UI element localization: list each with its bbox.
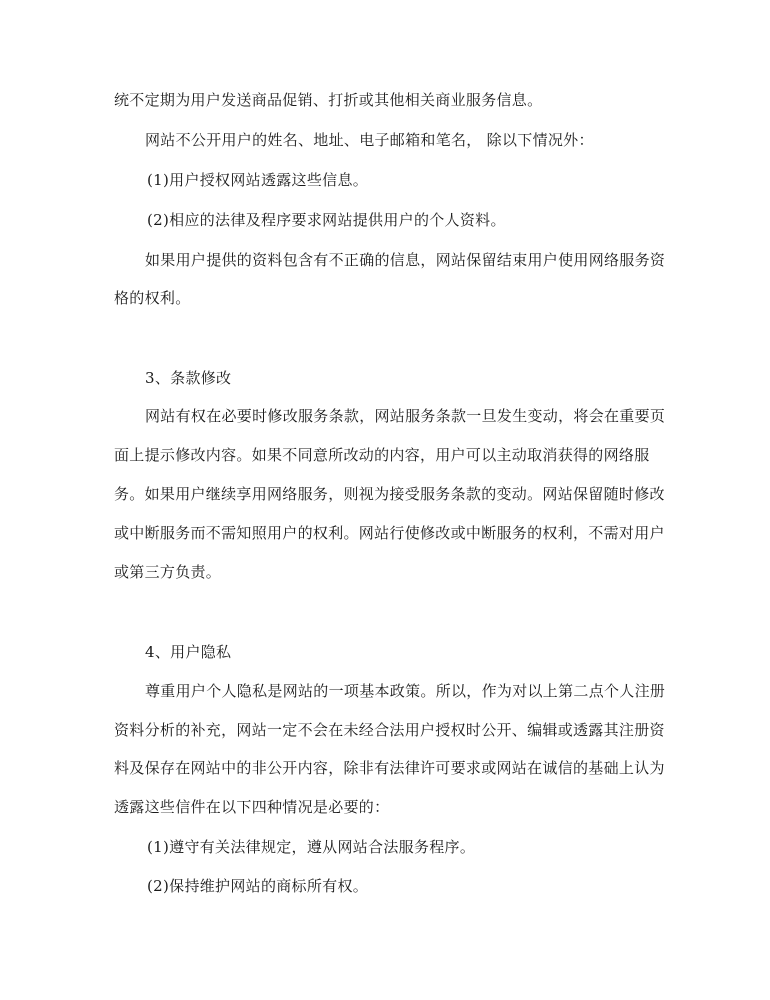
- list-item: (1)遵守有关法律规定，遵从网站合法服务程序。: [147, 838, 476, 856]
- paragraph-line: 透露这些信件在以下四种情况是必要的：: [114, 798, 390, 816]
- paragraph-line: 或第三方负责。: [114, 563, 222, 581]
- paragraph-line: 面上提示修改内容。如果不同意所改动的内容，用户可以主动取消获得的网络服: [114, 446, 650, 464]
- section-heading: 3、条款修改: [145, 369, 232, 387]
- paragraph-line: 或中断服务而不需知照用户的权利。网站行使修改或中断服务的权利，不需对用户: [114, 524, 665, 542]
- paragraph-line: 如果用户提供的资料包含有不正确的信息，网站保留结束用户使用网络服务资: [145, 251, 666, 269]
- paragraph-line: 务。如果用户继续享用网络服务，则视为接受服务条款的变动。网站保留随时修改: [114, 485, 665, 503]
- paragraph-line: 资料分析的补充，网站一定不会在未经合法用户授权时公开、编辑或透露其注册资: [114, 721, 665, 739]
- paragraph-line: 网站有权在必要时修改服务条款，网站服务条款一旦发生变动，将会在重要页: [145, 407, 666, 425]
- list-item: (1)用户授权网站透露这些信息。: [147, 171, 369, 189]
- list-item: (2)相应的法律及程序要求网站提供用户的个人资料。: [147, 211, 506, 229]
- paragraph-line: 统不定期为用户发送商品促销、打折或其他相关商业服务信息。: [114, 91, 543, 109]
- paragraph-line: 尊重用户个人隐私是网站的一项基本政策。所以，作为对以上第二点个人注册: [145, 682, 666, 700]
- list-item: (2)保持维护网站的商标所有权。: [147, 877, 369, 895]
- paragraph-line: 网站不公开用户的姓名、地址、电子邮箱和笔名， 除以下情况外：: [145, 131, 594, 149]
- paragraph-line: 格的权利。: [114, 289, 191, 307]
- section-heading: 4、用户隐私: [145, 643, 232, 661]
- paragraph-line: 料及保存在网站中的非公开内容，除非有法律许可要求或网站在诚信的基础上认为: [114, 759, 665, 777]
